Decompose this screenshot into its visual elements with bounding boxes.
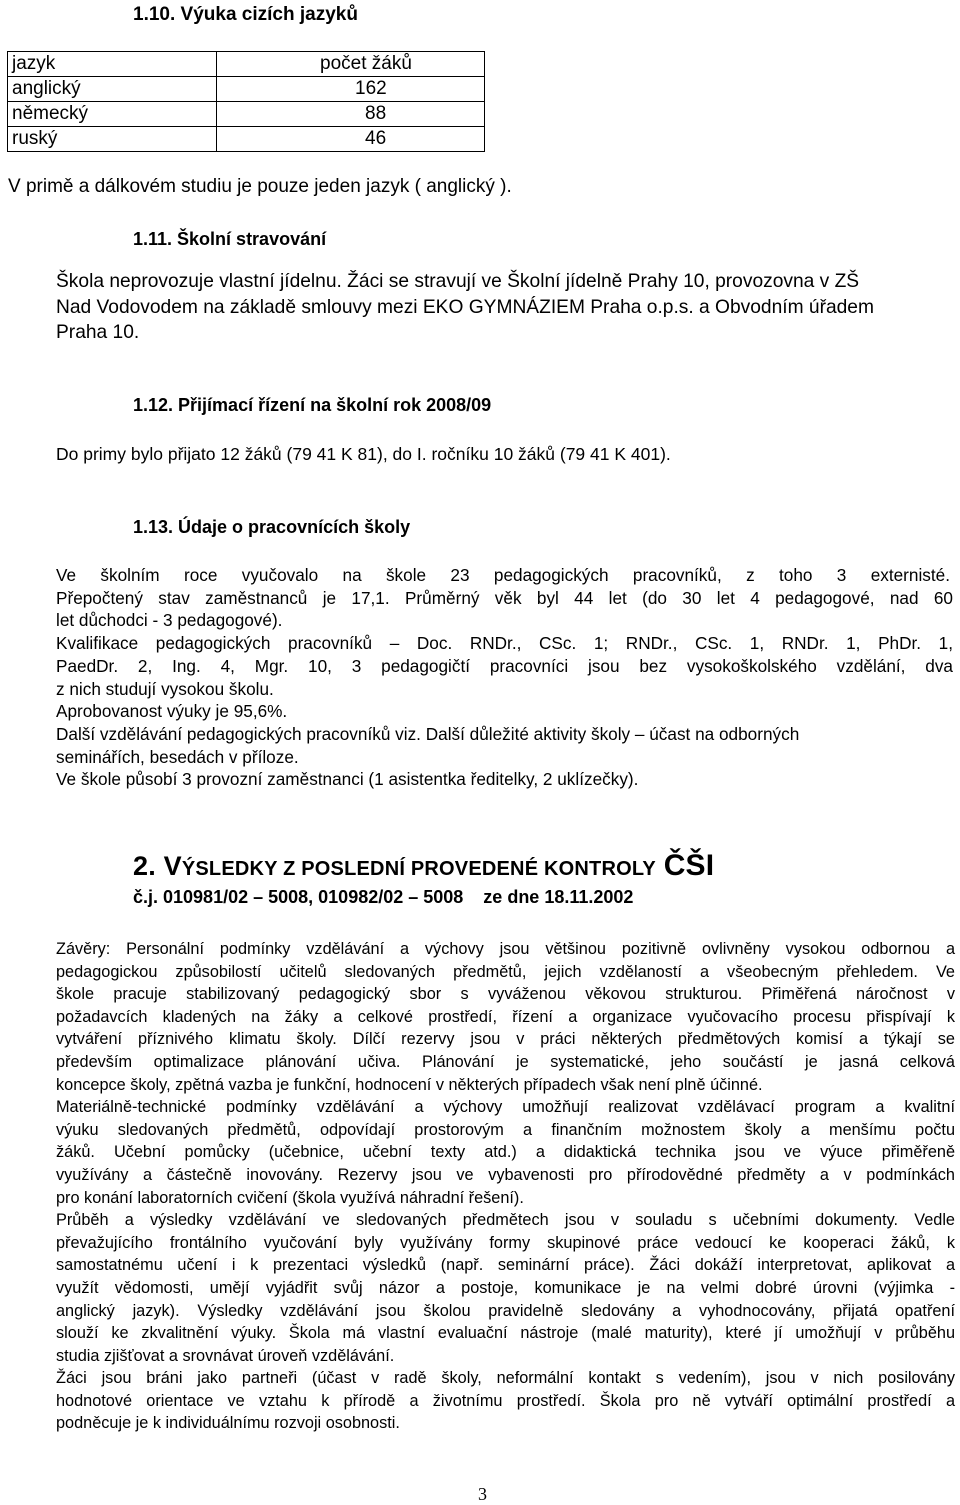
section-2-heading: ÝSLEDKY Z POSLEDNÍ PROVEDENÉ KONTROLY — [181, 858, 656, 880]
paragraph-line: Nad Vodovodem na základě smlouvy mezi EKO GYMNÁZIEM Praha o.p.s. a Obvodním úřadem — [56, 296, 874, 318]
paragraph-line: studia zjišťovat a srovnávat úroveň vzdělávání. — [56, 1346, 395, 1365]
section-1-12-title: 1.12. Přijímací řízení na školní rok 2008/09 — [133, 395, 492, 415]
paragraph-line: anglický jazyk). Výsledky vzdělávání jsou školou pravidelně sledovány a vyhodnocovány, přijatá opatření — [56, 1301, 955, 1320]
table-cell-count: 88 — [217, 102, 485, 127]
paragraph-line: Praha 10. — [56, 322, 140, 343]
paragraph-line: pro konání laboratorních cvičení (škola využívá náhradní řešení). — [56, 1188, 524, 1207]
section-1-13-title: 1.13. Údaje o pracovnících školy — [133, 517, 411, 537]
paragraph-line: seminářích, besedách v příloze. — [56, 746, 299, 767]
paragraph-line: z nich studují vysokou školu. — [56, 678, 274, 699]
section-2-text — [56, 938, 955, 1435]
paragraph-line: využít vědomosti, umějí vyjádřit svůj názor a postoje, komunikace je na velmi dobré úrovni (výjimka - — [56, 1278, 955, 1297]
paragraph-line: podněcuje je k individuálnímu rozvoji osobnosti. — [56, 1414, 400, 1433]
table-cell-language: německý — [8, 102, 217, 127]
paragraph-line: Závěry: Personální podmínky vzdělávání a výchovy jsou většinou pozitivně ovlivněny vysokou odbornou a — [56, 940, 955, 958]
paragraph-line: Ve školním roce vyučovalo na škole 23 pedagogických pracovníků, z toho 3 externisté. — [56, 565, 950, 585]
section-2-reference: č.j. 010981/02 – 5008, 010982/02 – 5008 ze dne 18.11.2002 — [133, 887, 634, 907]
paragraph-line: Průběh a výsledky vzdělávání ve sledovaných předmětech jsou v souladu s učebními dokumenty. Vedle — [56, 1211, 955, 1230]
section-2-title — [133, 849, 714, 883]
paragraph-line: Žáci jsou bráni jako partneři (účast v radě školy, neformální kontakt s vedením), jsou v nich posilovány — [56, 1369, 955, 1388]
paragraph-line: Další vzdělávání pedagogických pracovníků viz. Další důležité aktivity školy – účast na odborných — [56, 723, 800, 744]
table-row — [8, 102, 485, 127]
paragraph-line: žáků. Učební pomůcky (učebnice, učební texty atd.) a didaktická technika jsou ve výuce přiměřeně — [56, 1143, 955, 1162]
paragraph-line: škole pracuje stabilizovaný pedagogický sbor s vyváženou věkovou strukturou. Přiměřená náročnost v — [56, 985, 955, 1004]
paragraph-line: koncepce školy, zpětná vazba je funkční, hodnocení v některých případech však není plně účinné. — [56, 1075, 763, 1094]
paragraph-line: vytváření příznivého klimatu školy. Dílčí rezervy jsou v práci některých předmětových komisí a týkají se — [56, 1030, 955, 1049]
paragraph-line: využívány a částečně inovovány. Rezervy jsou ve vybavenosti pro přírodovědné předměty a v podmínkách — [56, 1165, 955, 1184]
page-number: 3 — [478, 1484, 487, 1504]
table-header-count: počet žáků — [217, 52, 485, 77]
paragraph-line: Ve škole působí 3 provozní zaměstnanci (1 asistentka ředitelky, 2 uklízečky). — [56, 769, 639, 790]
table-row — [8, 77, 485, 102]
section-1-13-text — [56, 564, 956, 791]
paragraph-line: Škola neprovozuje vlastní jídelnu. Žáci se stravují ve Školní jídelně Prahy 10, provozovna v ZŠ — [56, 271, 860, 292]
table-row — [8, 52, 485, 77]
table-cell-count: 162 — [217, 77, 485, 102]
table-cell-language: ruský — [8, 127, 217, 152]
paragraph-line: Materiálně-technické podmínky vzdělávání a výchovy umožňují realizovat vzdělávací program a kvalitní — [56, 1098, 955, 1117]
paragraph-line: hodnotové orientace ve vztahu k přírodě a životnímu prostředí. Škola pro ně vytváří optimální prostředí a — [56, 1391, 955, 1410]
table-cell-language: anglický — [8, 77, 217, 102]
table-cell-count: 46 — [217, 127, 485, 152]
paragraph-line: slouží ke zkvalitnění výuky. Škola má vlastní evaluační nástroje (malé maturity), které jí umožňují v průběhu — [56, 1324, 955, 1343]
paragraph-line: PaedDr. 2, Ing. 4, Mgr. 10, 3 pedagogičtí pracovníci jsou bez vysokoškolského vzdělání, dva — [56, 655, 953, 676]
paragraph-line: výuku sledovaných předmětů, odpovídají prostorovým a finančním možnostem školy a menšímu počtu — [56, 1120, 955, 1139]
paragraph-line: pedagogickou způsobilostí učitelů sledovaných předmětů, jejich vzdělaností a všeobecným přehledem. Ve — [56, 962, 955, 981]
section-1-11-title: 1.11. Školní stravování — [133, 229, 327, 249]
section-1-10-title: 1.10. Výuka cizích jazyků — [133, 4, 358, 25]
paragraph-line: samostatnému učení i k prezentaci výsledků (např. seminární práce). Žáci dokáží interpretovat, aplikovat a — [56, 1256, 955, 1275]
paragraph-line: převažujícího frontálního vyučování byly využívány formy skupinové práce vedoucí ke kooperaci žáků, k — [56, 1233, 955, 1252]
paragraph-line: let důchodci - 3 pedagogové). — [56, 610, 283, 631]
section-2-csi: ČŠI — [663, 849, 715, 882]
paragraph-line: Přepočtený stav zaměstnanců je 17,1. Průměrný věk byl 44 let (do 30 let 4 pedagogové, nad 60 — [56, 587, 953, 608]
section-2-number: 2. V — [133, 851, 182, 881]
section-1-12-text: Do primy bylo přijato 12 žáků (79 41 K 81), do I. ročníku 10 žáků (79 41 K 401). — [56, 444, 671, 464]
section-1-11-text — [56, 269, 956, 346]
table-header-language: jazyk — [8, 52, 217, 77]
language-note: V primě a dálkovém studiu je pouze jeden jazyk ( anglický ). — [8, 176, 512, 197]
paragraph-line: Aprobovanost výuky je 95,6%. — [56, 701, 288, 722]
language-table — [7, 51, 485, 152]
paragraph-line: Kvalifikace pedagogických pracovníků – Doc. RNDr., CSc. 1; RNDr., CSc. 1, RNDr. 1, PhDr. 1, — [56, 633, 953, 654]
paragraph-line: požadavcích kladených na žáky a celkové prostředí, řízení a organizace vyučovacího procesu přispívají k — [56, 1007, 955, 1026]
table-row — [8, 127, 485, 152]
paragraph-line: především optimalizace plánování učiva. Plánování je systematické, jeho součástí je jasná celková — [56, 1052, 955, 1071]
